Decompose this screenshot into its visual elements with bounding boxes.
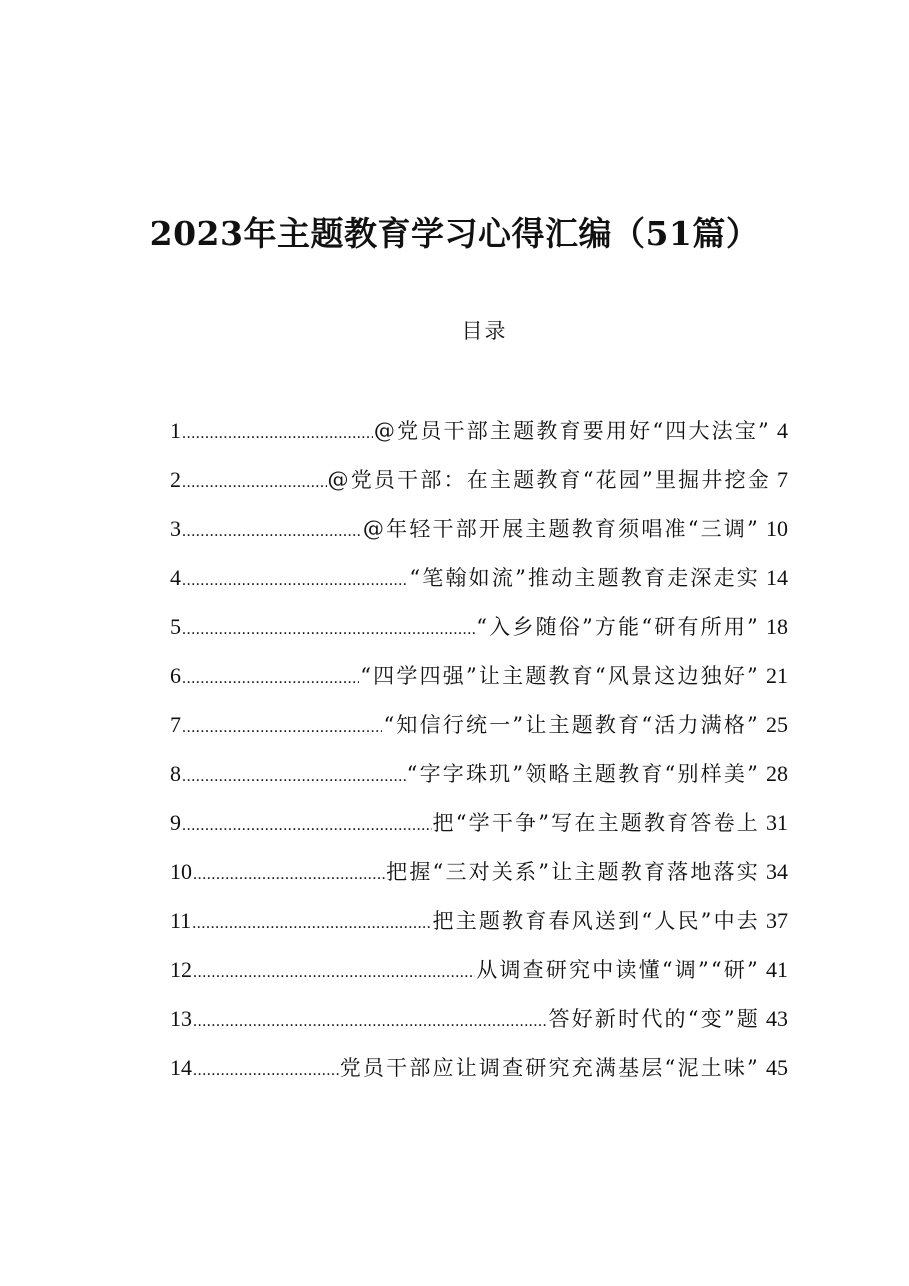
toc-item[interactable]: [170, 559, 788, 608]
toc-dot-leader: [182, 562, 408, 600]
toc-item-page-number: 21: [766, 663, 788, 688]
toc-dot-leader: [182, 464, 327, 502]
toc-dot-leader: [182, 415, 373, 453]
toc-item-title: “字字珠玑”领略主题教育“别样美”: [406, 762, 760, 786]
toc-item-title: @党员干部主题教育要用好“四大法宝”: [373, 419, 771, 443]
toc-item-title: 党员干部应让调查研究充满基层“泥土味”: [339, 1056, 760, 1080]
toc-item-number: 7: [170, 712, 181, 737]
toc-heading: 目录: [461, 319, 508, 343]
toc-item[interactable]: [170, 510, 788, 559]
toc-item-title: 答好新时代的“变”题: [548, 1007, 760, 1031]
toc-item-number: 8: [170, 761, 181, 786]
toc-item-title: 把握“三对关系”让主题教育落地落实: [386, 860, 760, 884]
toc-item-page-number: 4: [777, 418, 788, 443]
toc-item-number: 4: [170, 565, 181, 590]
toc-dot-leader: [192, 905, 431, 943]
toc-item-number: 12: [170, 957, 192, 982]
toc-item[interactable]: [170, 657, 788, 706]
toc-item-page-number: 18: [766, 614, 788, 639]
toc-dot-leader: [182, 611, 475, 649]
toc-item-title: “知信行统一”让主题教育“活力满格”: [383, 713, 760, 737]
toc-item-page-number: 37: [766, 908, 788, 933]
toc-item-page-number: 41: [766, 957, 788, 982]
toc-item-number: 3: [170, 516, 181, 541]
toc-item[interactable]: [170, 461, 788, 510]
toc-item[interactable]: [170, 853, 788, 902]
document-title: 2023年主题教育学习心得汇编（51篇）: [149, 214, 760, 253]
toc-item-title: 把“学干争”写在主题教育答卷上: [432, 811, 760, 835]
toc-dot-leader: [182, 758, 406, 796]
toc-item-number: 6: [170, 663, 181, 688]
toc-item-page-number: 34: [766, 859, 788, 884]
toc-item-page-number: 43: [766, 1006, 788, 1031]
toc-item[interactable]: [170, 1000, 788, 1049]
toc-item[interactable]: [170, 1049, 788, 1098]
toc-dot-leader: [193, 856, 385, 894]
toc-item-number: 10: [170, 859, 192, 884]
toc-item-title: @党员干部：在主题教育“花园”里掘井挖金: [327, 468, 771, 492]
toc-dot-leader: [182, 660, 359, 698]
toc-item[interactable]: [170, 608, 788, 657]
toc-list: [170, 412, 788, 1098]
toc-dot-leader: [182, 807, 432, 845]
toc-item[interactable]: [170, 706, 788, 755]
toc-dot-leader: [182, 513, 362, 551]
toc-item-title: “四学四强”让主题教育“风景这边独好”: [360, 664, 760, 688]
toc-item-page-number: 31: [766, 810, 788, 835]
toc-item-title: “入乡随俗”方能“研有所用”: [476, 615, 760, 639]
toc-item-number: 1: [170, 418, 181, 443]
toc-item[interactable]: [170, 755, 788, 804]
toc-item-page-number: 45: [766, 1055, 788, 1080]
toc-item-number: 11: [170, 908, 192, 933]
toc-dot-leader: [193, 1052, 339, 1090]
toc-item-page-number: 10: [766, 516, 788, 541]
toc-item-number: 13: [170, 1006, 192, 1031]
toc-item-number: 5: [170, 614, 181, 639]
toc-dot-leader: [193, 954, 475, 992]
toc-item-page-number: 7: [777, 467, 788, 492]
toc-item[interactable]: [170, 412, 788, 461]
toc-item-page-number: 14: [766, 565, 788, 590]
toc-item[interactable]: [170, 804, 788, 853]
toc-dot-leader: [193, 1003, 548, 1041]
toc-dot-leader: [182, 709, 382, 747]
toc-item-title: @年轻干部开展主题教育须唱准“三调”: [362, 517, 760, 541]
toc-item-number: 9: [170, 810, 181, 835]
toc-item-title: 从调查研究中读懂“调”“研”: [476, 958, 760, 982]
toc-item-page-number: 25: [766, 712, 788, 737]
toc-item-title: “笔翰如流”推动主题教育走深走实: [409, 566, 760, 590]
toc-item-number: 2: [170, 467, 181, 492]
toc-item-number: 14: [170, 1055, 192, 1080]
toc-item[interactable]: [170, 902, 788, 951]
toc-item[interactable]: [170, 951, 788, 1000]
toc-item-page-number: 28: [766, 761, 788, 786]
toc-item-title: 把主题教育春风送到“人民”中去: [432, 909, 760, 933]
